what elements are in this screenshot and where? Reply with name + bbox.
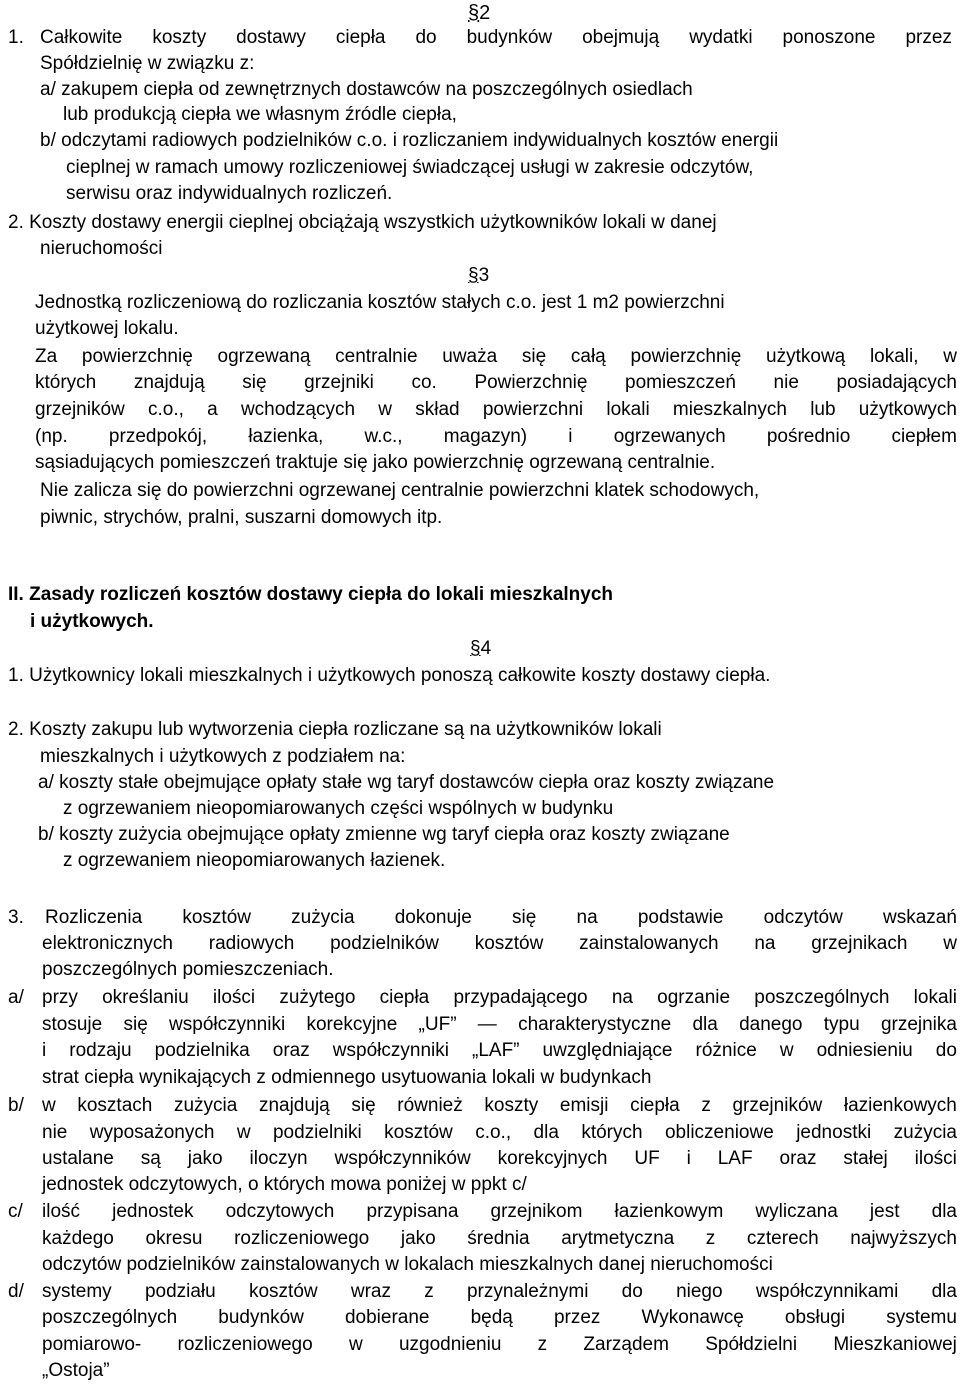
word: kosztów: [474, 933, 544, 954]
section-4-heading: [470, 638, 491, 660]
word: się: [242, 372, 267, 393]
word: dla: [931, 1201, 957, 1222]
word: i: [568, 426, 573, 447]
word: jednostki: [796, 1122, 872, 1143]
word: współczynniki: [169, 1014, 286, 1035]
word: Zarządem: [583, 1334, 669, 1355]
word: użytkowych: [858, 399, 957, 420]
section-2-heading: [468, 2, 490, 24]
word: okresu: [145, 1228, 203, 1249]
section-symbol: §: [468, 265, 479, 286]
word: mieszkalnych: [672, 399, 787, 420]
word: w: [779, 1040, 794, 1061]
item-b-line-2: [42, 1122, 957, 1144]
word: przez: [553, 1307, 601, 1328]
item-a-line-4: strat ciepła wynikających z odmiennego usytuowania lokali w budynkach: [42, 1067, 652, 1088]
word: powierzchni: [482, 399, 584, 420]
word: koszty: [152, 27, 207, 48]
word: radiowych: [208, 933, 295, 954]
word: jako: [187, 1148, 223, 1169]
word: przy: [42, 987, 78, 1008]
word: na: [611, 987, 633, 1008]
word: typu: [823, 1014, 860, 1035]
word: wyposażonych: [89, 1122, 215, 1143]
word: —: [477, 1014, 497, 1035]
word: również: [397, 1095, 463, 1116]
s3-line-9: piwnic, strychów, pralni, suszarni domowych itp.: [40, 507, 443, 528]
word: z: [701, 1095, 711, 1116]
word: nie: [773, 372, 799, 393]
word: pośrednio: [766, 426, 851, 447]
word: przypadającego: [453, 987, 588, 1008]
word: odniesieniu: [816, 1040, 913, 1061]
s3-line-8: Nie zalicza się do powierzchni ogrzewanej centralnie powierzchni klatek schodowych,: [40, 480, 760, 501]
word: łazienkowych: [843, 1095, 957, 1116]
word: rozliczeniowego: [177, 1334, 313, 1355]
word: powierzchnię: [81, 346, 193, 367]
item-c-line-2: [42, 1228, 957, 1250]
word: Mieszkaniowej: [833, 1334, 957, 1355]
word: budynków: [218, 1307, 304, 1328]
word: rozliczeniowego: [234, 1228, 370, 1249]
word: danego: [739, 1014, 803, 1035]
word: dla: [931, 1281, 957, 1302]
word: dla: [692, 1014, 718, 1035]
word: co.: [411, 372, 437, 393]
chapter-heading-line-1: II. Zasady rozliczeń kosztów dostawy ciepła do lokali mieszkalnych: [8, 584, 614, 605]
word: ustalane: [42, 1148, 114, 1169]
word: różnice: [695, 1040, 757, 1061]
word: kosztów: [182, 907, 251, 928]
word: ilości: [914, 1148, 957, 1169]
s4-p3-number: 3.: [8, 907, 24, 928]
word: (np.: [35, 426, 68, 447]
word: Rozliczenia: [45, 907, 143, 928]
p2-line-1: 2. Koszty dostawy energii cieplnej obciążają wszystkich użytkowników lokali w danej: [8, 212, 717, 233]
p1-line-7: serwisu oraz indywidualnych rozliczeń.: [66, 183, 393, 204]
item-c-line-1: [42, 1201, 957, 1223]
word: ciepłem: [891, 426, 957, 447]
word: na: [754, 933, 776, 954]
word: UF: [634, 1148, 660, 1169]
section-symbol: §: [468, 2, 480, 24]
word: zainstalowanych: [579, 933, 719, 954]
p2-line-2: nieruchomości: [40, 238, 163, 259]
item-d-label: d/: [8, 1281, 24, 1302]
word: pomieszczeń: [625, 372, 736, 393]
p1-line-4: lub produkcją ciepła we własnym źródle ciepła,: [63, 104, 457, 125]
item-b-line-4: jednostek odczytowych, o których mowa poniżej w ppkt c/: [42, 1174, 527, 1195]
word: się: [351, 1095, 376, 1116]
section-symbol: §: [470, 638, 481, 659]
word: ponoszone: [782, 27, 876, 48]
s4-p2-line-1: 2. Koszty zakupu lub wytworzenia ciepła rozliczane są na użytkowników lokali: [8, 719, 662, 740]
word: przez: [905, 27, 952, 48]
word: dokonuje: [394, 907, 472, 928]
item-a-line-2: [42, 1014, 957, 1036]
word: grzejników: [35, 399, 125, 420]
word: grzejnikom: [490, 1201, 583, 1222]
word: wskazań: [882, 907, 957, 928]
s4-p1: 1. Użytkownicy lokali mieszkalnych i użytkowych ponoszą całkowite koszty dostawy ciepła.: [8, 665, 771, 686]
word: z: [537, 1334, 548, 1355]
word: łazienkowym: [614, 1201, 724, 1222]
word: a: [207, 399, 218, 420]
word: ilości: [212, 987, 256, 1008]
word: w: [378, 399, 392, 420]
word: odczytów: [763, 907, 843, 928]
s3-line-7: sąsiadujących pomieszczeń traktuje się jako powierzchnię ogrzewaną centralnie.: [35, 452, 716, 473]
word: ciepła: [379, 987, 430, 1008]
section-number: 4: [480, 638, 492, 659]
word: do: [621, 1281, 643, 1302]
word: kosztach: [77, 1095, 153, 1116]
word: ilość: [42, 1201, 81, 1222]
word: i: [686, 1148, 691, 1169]
section-number: 2: [479, 2, 491, 24]
word: rodzaju: [69, 1040, 132, 1061]
s4-p2-line-6: z ogrzewaniem nieopomiarowanych łazienek.: [63, 850, 446, 871]
word: się: [512, 907, 537, 928]
word: do: [415, 27, 437, 48]
item-d-line-1: [42, 1281, 957, 1303]
s4-p3-line-2: [42, 933, 957, 955]
word: uważa: [442, 346, 498, 367]
word: dla: [533, 1122, 559, 1143]
word: zużytego: [279, 987, 356, 1008]
word: w: [236, 1122, 251, 1143]
word: i: [42, 1040, 47, 1061]
word: ogrzewaną: [217, 346, 311, 367]
word: wydatki: [689, 27, 753, 48]
word: posiadających: [836, 372, 957, 393]
word: współczynników: [334, 1148, 471, 1169]
word: uzgodnieniu: [398, 1334, 502, 1355]
p1-line-1: [40, 27, 952, 49]
word: znajdują: [133, 372, 205, 393]
word: lokali: [606, 399, 650, 420]
word: współczynniki: [332, 1040, 449, 1061]
word: systemu: [886, 1307, 957, 1328]
word: podstawie: [637, 907, 724, 928]
word: wraz: [350, 1281, 391, 1302]
word: stosuje: [42, 1014, 103, 1035]
word: koszty: [484, 1095, 539, 1116]
item-a-label: a/: [8, 987, 24, 1008]
p1-number: 1.: [8, 27, 24, 48]
word: najwyższych: [850, 1228, 957, 1249]
word: podzielniki: [272, 1122, 362, 1143]
word: poszczególnych: [754, 987, 890, 1008]
p1-line-3: a/ zakupem ciepła od zewnętrznych dostawców na poszczególnych osiedlach: [40, 79, 693, 100]
word: systemy: [42, 1281, 112, 1302]
word: jednostek: [112, 1201, 194, 1222]
s4-p3-line-1: [45, 907, 957, 929]
word: w.c.,: [364, 426, 403, 447]
word: całą: [570, 346, 606, 367]
word: grzejnikach: [811, 933, 908, 954]
word: c.o.,: [475, 1122, 512, 1143]
word: iloczyn: [249, 1148, 308, 1169]
item-a-line-1: [42, 987, 957, 1009]
word: są: [140, 1148, 161, 1169]
word: grzejniki: [304, 372, 374, 393]
word: skład: [415, 399, 460, 420]
s4-p2-line-5: b/ koszty zużycia obejmujące opłaty zmienne wg taryf ciepła oraz koszty związane: [38, 824, 730, 845]
s3-line-3: [35, 346, 957, 368]
word: zużycia: [893, 1122, 957, 1143]
item-b-line-3: [42, 1148, 957, 1170]
section-3-heading: [468, 265, 489, 287]
word: do: [935, 1040, 957, 1061]
word: „UF”: [418, 1014, 457, 1035]
word: stałej: [843, 1148, 888, 1169]
word: centralnie: [335, 346, 418, 367]
word: Wykonawcę: [641, 1307, 744, 1328]
s4-p3-line-3: poszczególnych pomieszczeniach.: [42, 959, 334, 980]
word: się: [521, 346, 547, 367]
word: których: [581, 1122, 643, 1143]
p1-line-5: b/ odczytami radiowych podzielników c.o. i rozliczaniem indywidualnych kosztów energii: [40, 130, 779, 151]
word: zużycia: [291, 907, 355, 928]
word: grzejnika: [880, 1014, 957, 1035]
word: podzielnika: [154, 1040, 250, 1061]
word: lub: [810, 399, 836, 420]
word: uwzględniające: [542, 1040, 673, 1061]
word: kosztów: [248, 1281, 318, 1302]
word: czterech: [746, 1228, 819, 1249]
word: będą: [470, 1307, 513, 1328]
word: grzejników: [732, 1095, 823, 1116]
word: jako: [400, 1228, 436, 1249]
item-b-label: b/: [8, 1095, 24, 1116]
s4-p2-line-3: a/ koszty stałe obejmujące opłaty stałe wg taryf dostawców ciepła oraz koszty związane: [38, 772, 775, 793]
word: użytkową: [766, 346, 846, 367]
word: dobierane: [344, 1307, 430, 1328]
word: obsługi: [784, 1307, 846, 1328]
word: z: [424, 1281, 434, 1302]
word: w: [348, 1334, 363, 1355]
word: których: [35, 372, 97, 393]
s3-line-6: [35, 426, 957, 448]
word: zużycia: [173, 1095, 238, 1116]
word: lokali,: [869, 346, 919, 367]
word: ciepła: [630, 1095, 680, 1116]
section-number: 3: [478, 265, 490, 286]
word: kosztów: [384, 1122, 453, 1143]
word: powierzchnię: [630, 346, 742, 367]
word: w: [943, 346, 957, 367]
word: ogrzanie: [657, 987, 731, 1008]
word: elektronicznych: [42, 933, 173, 954]
word: lokali: [913, 987, 957, 1008]
word: charakterystyczne: [518, 1014, 672, 1035]
word: c.o.,: [148, 399, 184, 420]
word: w: [42, 1095, 56, 1116]
word: wchodzących: [240, 399, 356, 420]
word: przypisana: [366, 1201, 459, 1222]
item-a-line-3: [42, 1040, 957, 1062]
word: ogrzewanych: [613, 426, 726, 447]
word: arytmetyczna: [561, 1228, 675, 1249]
word: znajdują: [258, 1095, 330, 1116]
word: oraz: [779, 1148, 817, 1169]
s3-line-4: [35, 372, 957, 394]
word: z: [705, 1228, 716, 1249]
chapter-heading-line-2: i użytkowych.: [30, 611, 154, 632]
s3-line-5: [35, 399, 957, 421]
word: oraz: [272, 1040, 310, 1061]
word: ciepła: [335, 27, 386, 48]
p1-line-6: cieplnej w ramach umowy rozliczeniowej świadczącej usługi w zakresie odczytów,: [66, 157, 754, 178]
word: Powierzchnię: [474, 372, 588, 393]
word: średnia: [467, 1228, 530, 1249]
word: podzielników: [330, 933, 439, 954]
word: każdego: [42, 1228, 114, 1249]
p1-line-2: Spółdzielnię w związku z:: [40, 53, 255, 74]
word: podziału: [144, 1281, 216, 1302]
item-d-line-2: [42, 1307, 957, 1329]
word: Za: [35, 346, 58, 367]
item-d-line-3: [42, 1334, 957, 1356]
word: emisji: [559, 1095, 609, 1116]
word: obejmują: [582, 27, 660, 48]
word: LAF: [717, 1148, 753, 1169]
item-b-line-1: [42, 1095, 957, 1117]
word: korekcyjne: [306, 1014, 398, 1035]
word: przedpokój,: [108, 426, 208, 447]
word: „LAF”: [472, 1040, 520, 1061]
word: nie: [42, 1122, 68, 1143]
word: jest: [869, 1201, 900, 1222]
word: niego: [676, 1281, 723, 1302]
word: na: [576, 907, 598, 928]
word: odczytowych: [225, 1201, 335, 1222]
s4-p2-line-4: z ogrzewaniem nieopomiarowanych części wspólnych w budynku: [63, 798, 614, 819]
word: obliczeniowe: [664, 1122, 774, 1143]
word: pomiarowo-: [42, 1334, 142, 1355]
word: magazyn): [443, 426, 528, 447]
word: Spółdzielni: [705, 1334, 798, 1355]
item-c-line-3: odczytów podzielników zainstalowanych w lokalach mieszkalnych danej nieruchomości: [42, 1254, 773, 1275]
s3-line-1: Jednostką rozliczeniową do rozliczania kosztów stałych c.o. jest 1 m2 powierzchni: [35, 292, 725, 313]
item-c-label: c/: [8, 1201, 23, 1222]
word: korekcyjnych: [497, 1148, 608, 1169]
word: dostawy: [236, 27, 306, 48]
word: wyliczana: [755, 1201, 838, 1222]
word: się: [123, 1014, 148, 1035]
word: poszczególnych: [42, 1307, 178, 1328]
word: przynależnymi: [466, 1281, 589, 1302]
s4-p2-line-2: mieszkalnych i użytkowych z podziałem na:: [40, 746, 406, 767]
word: określaniu: [102, 987, 189, 1008]
word: współczynnikami: [755, 1281, 899, 1302]
s3-line-2: użytkowej lokalu.: [35, 318, 179, 339]
word: łazienka,: [248, 426, 324, 447]
word: w: [943, 933, 957, 954]
word: Całkowite: [40, 27, 123, 48]
word: budynków: [466, 27, 553, 48]
item-d-line-4: „Ostoja”: [42, 1360, 110, 1381]
